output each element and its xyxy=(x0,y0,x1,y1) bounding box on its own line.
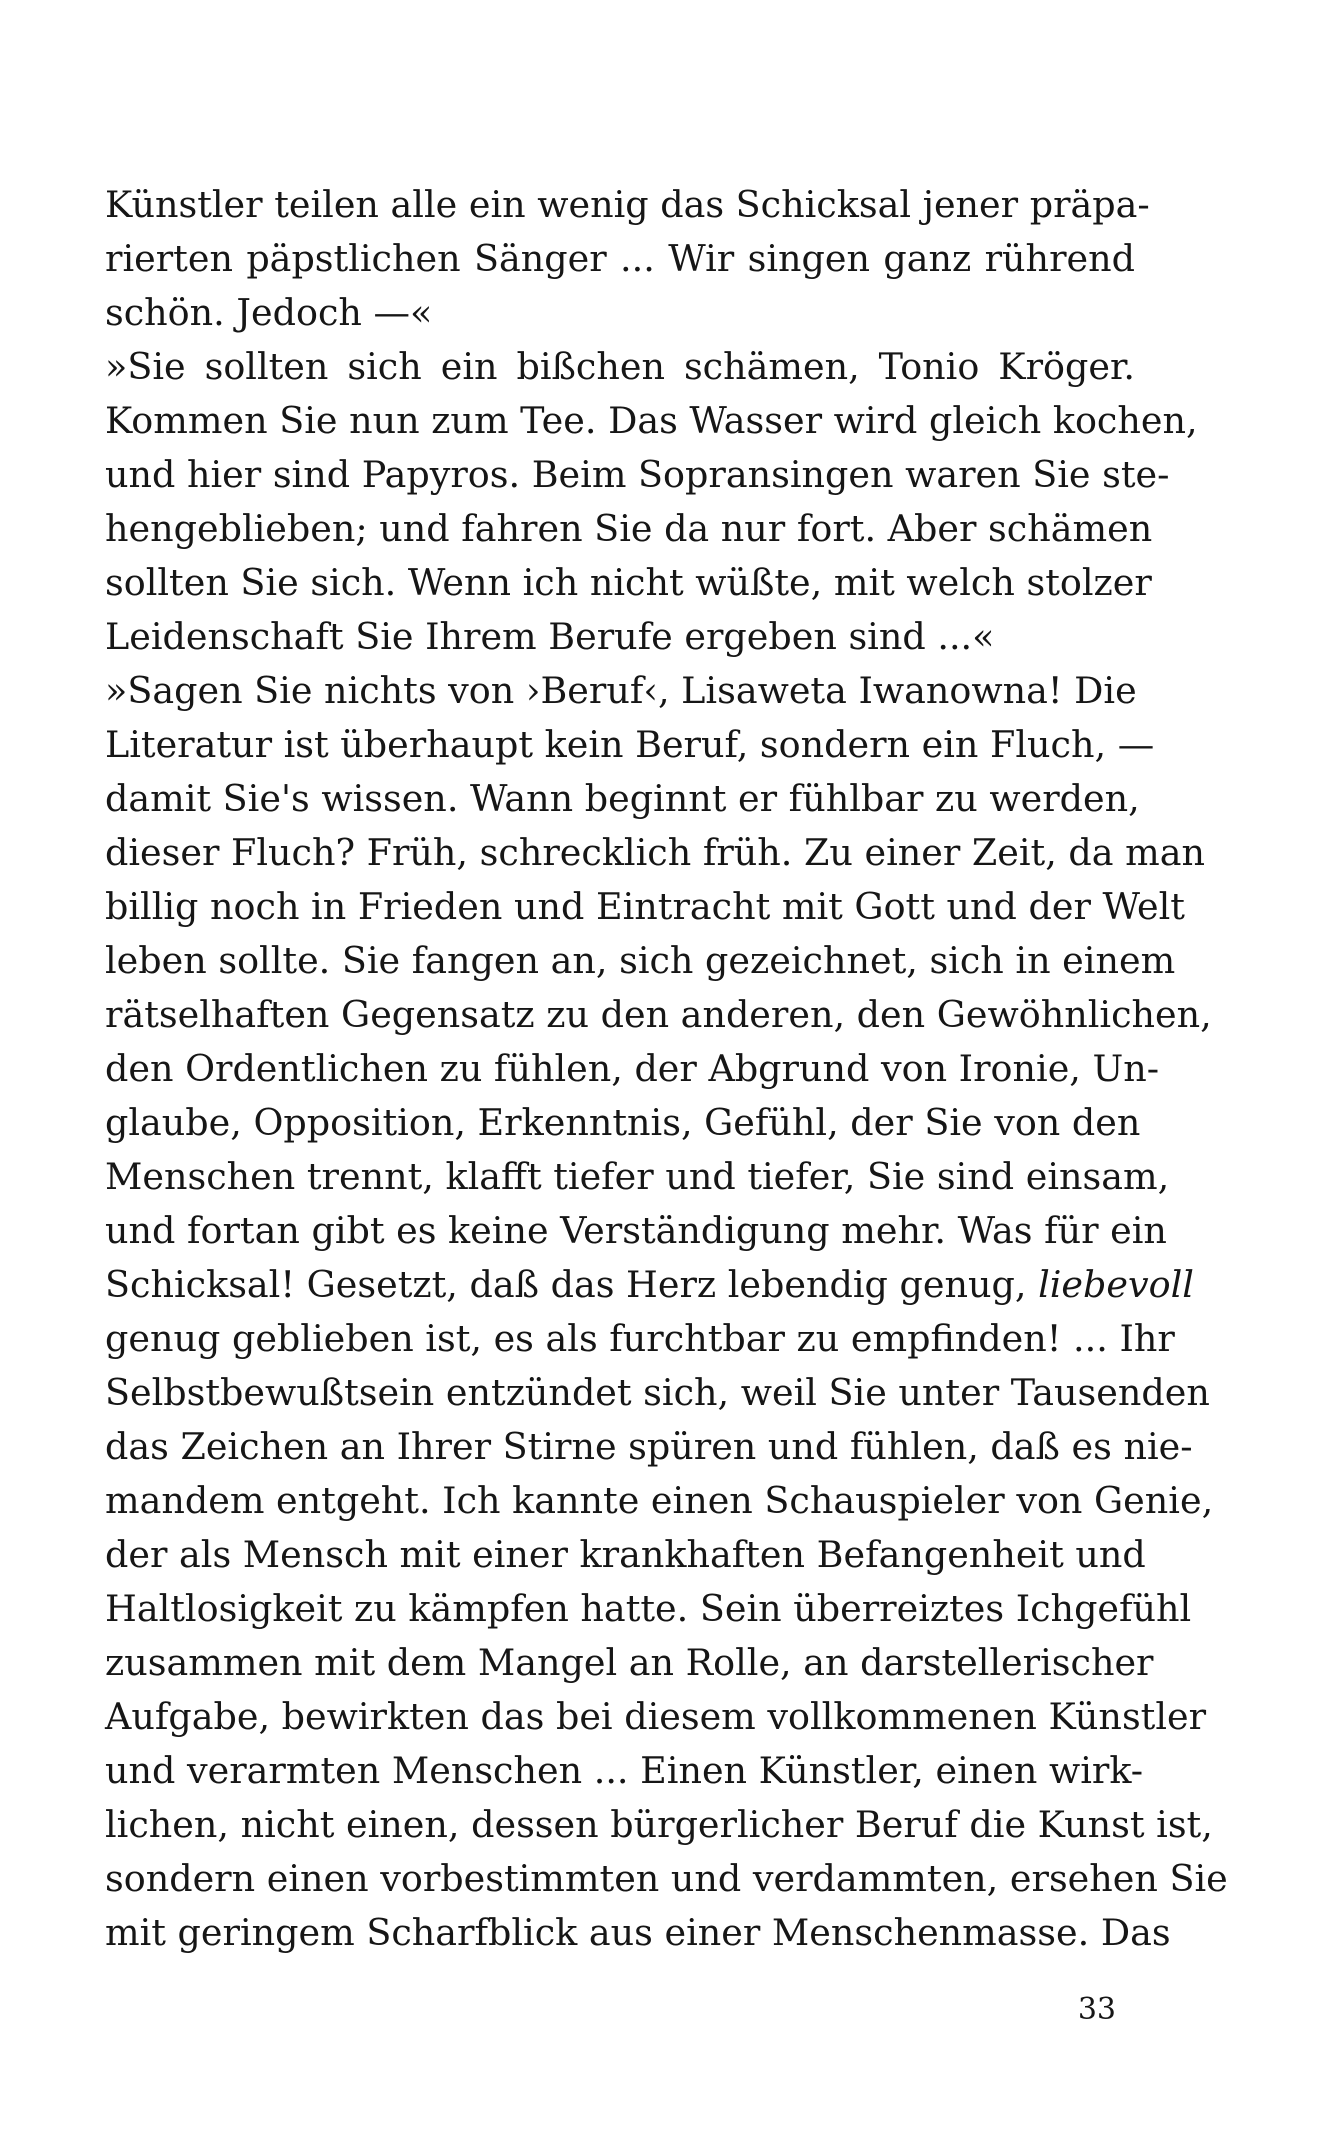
text-line: lichen, nicht einen, dessen bürgerlicher Beruf die Kunst ist, xyxy=(105,1803,1213,1846)
text-line: hengeblieben; und fahren Sie da nur fort. Aber schämen xyxy=(105,507,1153,550)
text-line: glaube, Opposition, Erkenntnis, Gefühl, der Sie von den xyxy=(105,1101,1141,1144)
emphasized-word: liebevoll xyxy=(1038,1263,1194,1306)
text-line: dieser Fluch? Früh, schrecklich früh. Zu einer Zeit, da man xyxy=(105,831,1206,874)
text-line: sondern einen vorbestimmten und verdammten, ersehen Sie xyxy=(105,1857,1228,1900)
text-line: mandem entgeht. Ich kannte einen Schauspieler von Genie, xyxy=(105,1479,1214,1522)
line-text: Schicksal! Gesetzt, daß das Herz lebendig genug, xyxy=(105,1263,1027,1306)
text-line: und hier sind Papyros. Beim Sopransingen waren Sie ste- xyxy=(105,453,1170,496)
text-line: den Ordentlichen zu fühlen, der Abgrund von Ironie, Un- xyxy=(105,1047,1160,1090)
text-line: und verarmten Menschen ... Einen Künstler, einen wirk- xyxy=(105,1749,1144,1792)
text-line-with-emphasis xyxy=(105,1258,1194,1312)
text-line: Leidenschaft Sie Ihrem Berufe ergeben sind ...« xyxy=(105,615,995,658)
text-line: mit geringem Scharfblick aus einer Menschenmasse. Das xyxy=(105,1911,1171,1954)
text-line: damit Sie's wissen. Wann beginnt er fühlbar zu werden, xyxy=(105,777,1140,820)
text-line: der als Mensch mit einer krankhaften Befangenheit und xyxy=(105,1533,1146,1576)
text-line: Kommen Sie nun zum Tee. Das Wasser wird gleich kochen, xyxy=(105,399,1198,442)
text-line: leben sollte. Sie fangen an, sich gezeichnet, sich in einem xyxy=(105,939,1176,982)
body-text xyxy=(105,178,1228,1960)
text-line: »Sie sollten sich ein bißchen schämen, Tonio Kröger. xyxy=(105,345,1135,388)
text-line: genug geblieben ist, es als furchtbar zu empfinden! ... Ihr xyxy=(105,1317,1175,1360)
text-line: Aufgabe, bewirkten das bei diesem vollkommenen Künstler xyxy=(105,1695,1207,1738)
text-line: sollten Sie sich. Wenn ich nicht wüßte, mit welch stolzer xyxy=(105,561,1152,604)
text-line: rierten päpstlichen Sänger ... Wir singen ganz rührend xyxy=(105,237,1135,280)
text-line: zusammen mit dem Mangel an Rolle, an darstellerischer xyxy=(105,1641,1154,1684)
text-line: billig noch in Frieden und Eintracht mit Gott und der Welt xyxy=(105,885,1185,928)
text-line: rätselhaften Gegensatz zu den anderen, den Gewöhnlichen, xyxy=(105,993,1212,1036)
text-line: Literatur ist überhaupt kein Beruf, sondern ein Fluch, — xyxy=(105,723,1155,766)
page-number: 33 xyxy=(1077,1992,1116,2027)
text-line: Menschen trennt, klafft tiefer und tiefer, Sie sind einsam, xyxy=(105,1155,1170,1198)
text-line: »Sagen Sie nichts von ›Beruf‹, Lisaweta Iwanowna! Die xyxy=(105,669,1137,712)
text-line: Künstler teilen alle ein wenig das Schicksal jener präpa- xyxy=(105,183,1150,226)
text-line: und fortan gibt es keine Verständigung mehr. Was für ein xyxy=(105,1209,1167,1252)
text-line: Selbstbewußtsein entzündet sich, weil Sie unter Tausenden xyxy=(105,1371,1210,1414)
text-line: Haltlosigkeit zu kämpfen hatte. Sein überreiztes Ichgefühl xyxy=(105,1587,1192,1630)
text-line: das Zeichen an Ihrer Stirne spüren und fühlen, daß es nie- xyxy=(105,1425,1193,1468)
text-line: schön. Jedoch —« xyxy=(105,291,433,334)
